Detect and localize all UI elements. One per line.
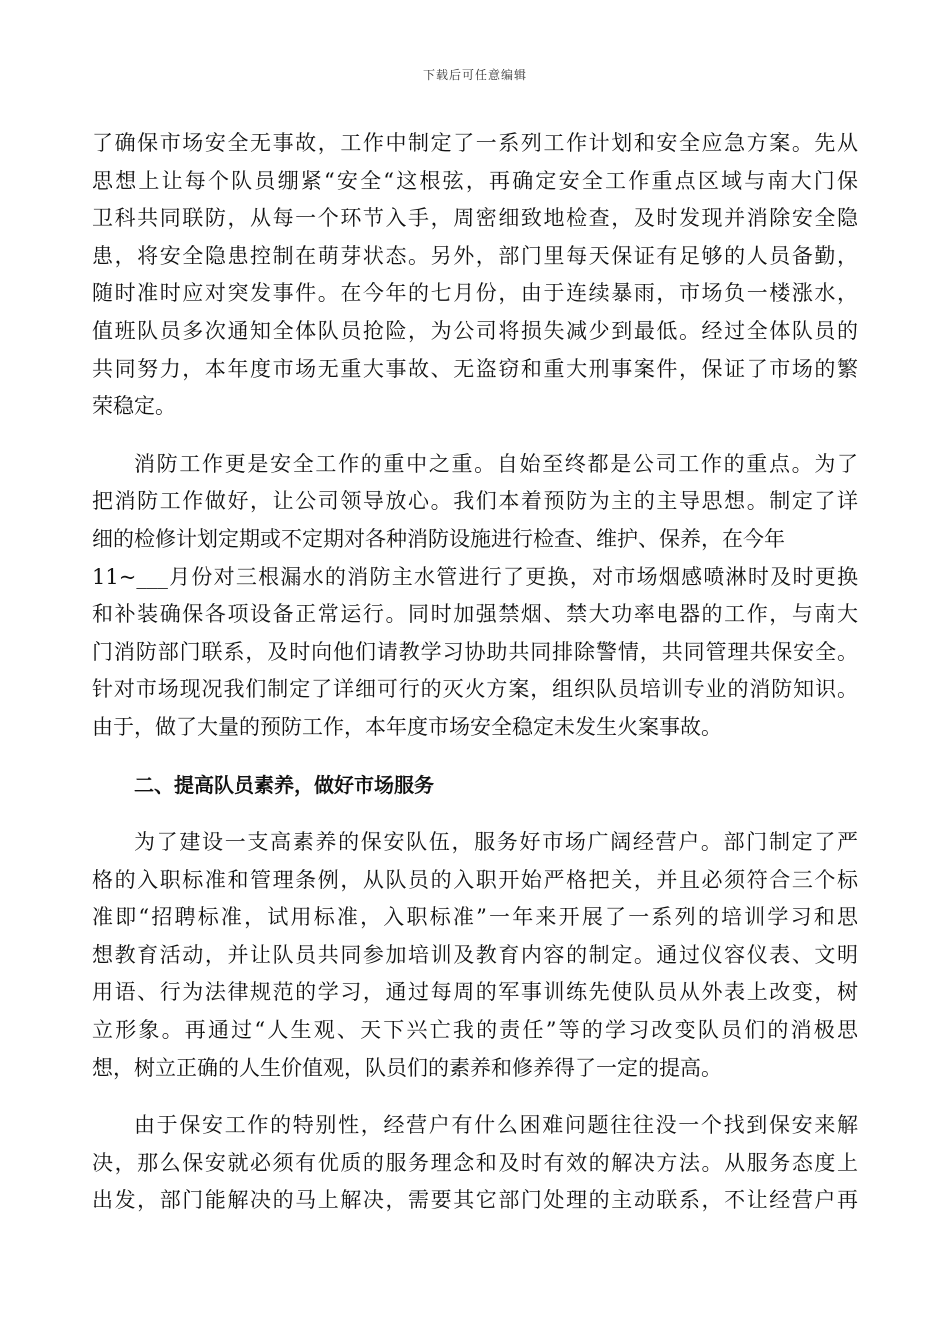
text-line: 11~___月份对三根漏水的消防主水管进行了更换，对市场烟感喷淋时及时更换 [92, 564, 858, 589]
text-line: 荣稳定。 [92, 394, 176, 419]
text-line: 随时准时应对突发事件。在今年的七月份，由于连续暴雨，市场负一楼涨水， [92, 281, 858, 306]
text-line: 格的入职标准和管理条例，从队员的入职开始严格把关，并且必须符合三个标 [92, 867, 858, 892]
text-line: 由于，做了大量的预防工作，本年度市场安全稳定未发生火案事故。 [92, 714, 722, 739]
document-body [92, 125, 858, 1220]
text-line: 用语、行为法律规范的学习，通过每周的军事训练先使队员从外表上改变，树 [92, 980, 858, 1005]
text-line: 准即“招聘标准，试用标准，入职标准”一年来开展了一系列的培训学习和思 [92, 905, 858, 930]
text-line: 为了建设一支高素养的保安队伍，服务好市场广阔经营户。部门制定了严 [134, 830, 858, 855]
text-line: 由于保安工作的特别性，经营户有什么困难问题往往没一个找到保安来解 [134, 1113, 858, 1138]
text-line: 针对市场现况我们制定了详细可行的灭火方案，组织队员培训专业的消防知识。 [92, 677, 858, 702]
text-line: 出发，部门能解决的马上解决，需要其它部门处理的主动联系，不让经营户再 [92, 1188, 858, 1213]
section-heading: 二、提高队员素养，做好市场服务 [134, 772, 434, 797]
text-line: 门消防部门联系，及时向他们请教学习协助共同排除警情，共同管理共保安全。 [92, 639, 858, 664]
paragraph-security [92, 125, 858, 426]
text-line: 决，那么保安就必须有优质的服务理念和及时有效的解决方法。从服务态度上 [92, 1150, 858, 1175]
paragraph-training [92, 824, 858, 1087]
text-line: 和补装确保各项设备正常运行。同时加强禁烟、禁大功率电器的工作，与南大 [92, 602, 858, 627]
text-line: 立形象。再通过“人生观、天下兴亡我的责任”等的学习改变队员们的消极思 [92, 1018, 858, 1043]
text-line: 了确保市场安全无事故，工作中制定了一系列工作计划和安全应急方案。先从 [92, 131, 858, 155]
text-line: 值班队员多次通知全体队员抢险，为公司将损失减少到最低。经过全体队员的 [92, 318, 858, 343]
paragraph-fire-safety [92, 446, 858, 747]
text-line: 消防工作更是安全工作的重中之重。自始至终都是公司工作的重点。为了 [134, 451, 858, 476]
text-line: 细的检修计划定期或不定期对各种消防设施进行检查、维护、保养，在今年 [92, 526, 785, 551]
text-line: 思想上让每个队员绷紧“安全“这根弦，再确定安全工作重点区域与南大门保 [92, 168, 858, 193]
text-line: 把消防工作做好，让公司领导放心。我们本着预防为主的主导思想。制定了详 [92, 489, 858, 514]
paragraph-service [92, 1107, 858, 1220]
header-note: 下载后可任意编辑 [422, 68, 527, 82]
text-line: 卫科共同联防，从每一个环节入手，周密细致地检查，及时发现并消除安全隐 [92, 206, 858, 231]
text-line: 患，将安全隐患控制在萌芽状态。另外，部门里每天保证有足够的人员备勤， [92, 243, 858, 268]
text-line: 想教育活动，并让队员共同参加培训及教育内容的制定。通过仪容仪表、文明 [92, 942, 858, 967]
text-line: 共同努力，本年度市场无重大事故、无盗窃和重大刑事案件，保证了市场的繁 [92, 356, 858, 381]
text-line: 想，树立正确的人生价值观，队员们的素养和修养得了一定的提高。 [92, 1055, 722, 1080]
